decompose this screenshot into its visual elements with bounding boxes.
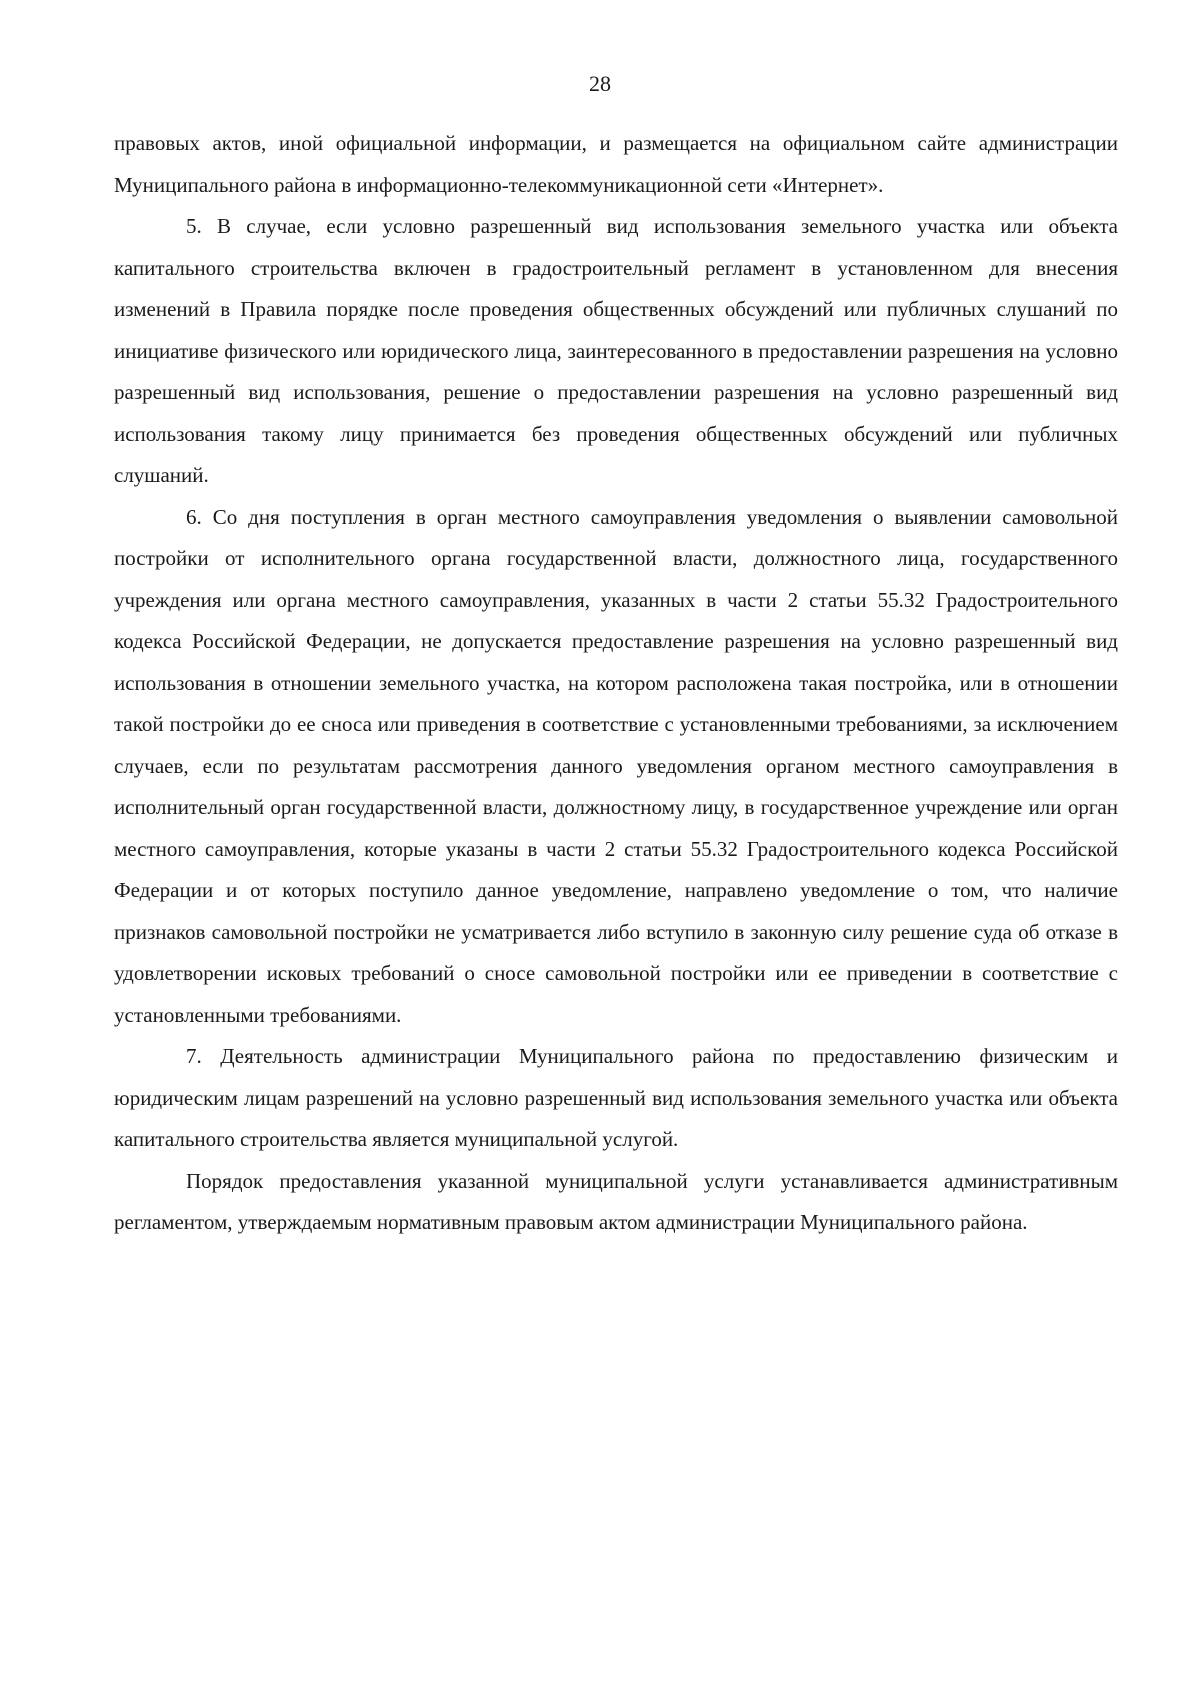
paragraph-continuation: правовых актов, иной официальной информации, и размещается на официальном сайте администрации Муниципального района в информационно-телекоммуникационной сети «Интернет». xyxy=(114,131,1118,197)
page-number: 28 xyxy=(589,71,611,96)
paragraph-procedure: Порядок предоставления указанной муниципальной услуги устанавливается административным регламентом, утверждаемым нормативным правовым актом администрации Муниципального района. xyxy=(114,1168,1118,1234)
paragraph-item-6: 6. Со дня поступления в орган местного самоуправления уведомления о выявлении самовольной постройки от исполнительного органа государственной власти, должностного лица, государственного учреждения или органа местного самоуправления, указанных в части 2 статьи 55.32 Градостроительного кодекса Российской Федерации, не допускается предоставление разрешения на условно разрешенный вид использования в отношении земельного участка, на котором расположена такая постройка, или в отношении такой постройки до ее сноса или приведения в соответствие с установленными требованиями, за исключением случаев, если по результатам рассмотрения данного уведомления органом местного самоуправления в исполнительный орган государственной власти, должностному лицу, в государственное учреждение или орган местного самоуправления, которые указаны в части 2 статьи 55.32 Градостроительного кодекса Российской Федерации и от которых поступило данное уведомление, направлено уведомление о том, что наличие признаков самовольной постройки не усматривается либо вступило в законную силу решение суда об отказе в удовлетворении исковых требований о сносе самовольной постройки или ее приведении в соответствие с установленными требованиями. xyxy=(114,504,1118,1027)
paragraph-item-5: 5. В случае, если условно разрешенный вид использования земельного участка или объекта капитального строительства включен в градостроительный регламент в установленном для внесения изменений в Правила порядке после проведения общественных обсуждений или публичных слушаний по инициативе физического или юридического лица, заинтересованного в предоставлении разрешения на условно разрешенный вид использования, решение о предоставлении разрешения на условно разрешенный вид использования такому лицу принимается без проведения общественных обсуждений или публичных слушаний. xyxy=(114,214,1118,487)
paragraph-item-7: 7. Деятельность администрации Муниципального района по предоставлению физическим и юридическим лицам разрешений на условно разрешенный вид использования земельного участка или объекта капитального строительства является муниципальной услугой. xyxy=(114,1044,1118,1151)
body-text xyxy=(114,123,1118,1244)
